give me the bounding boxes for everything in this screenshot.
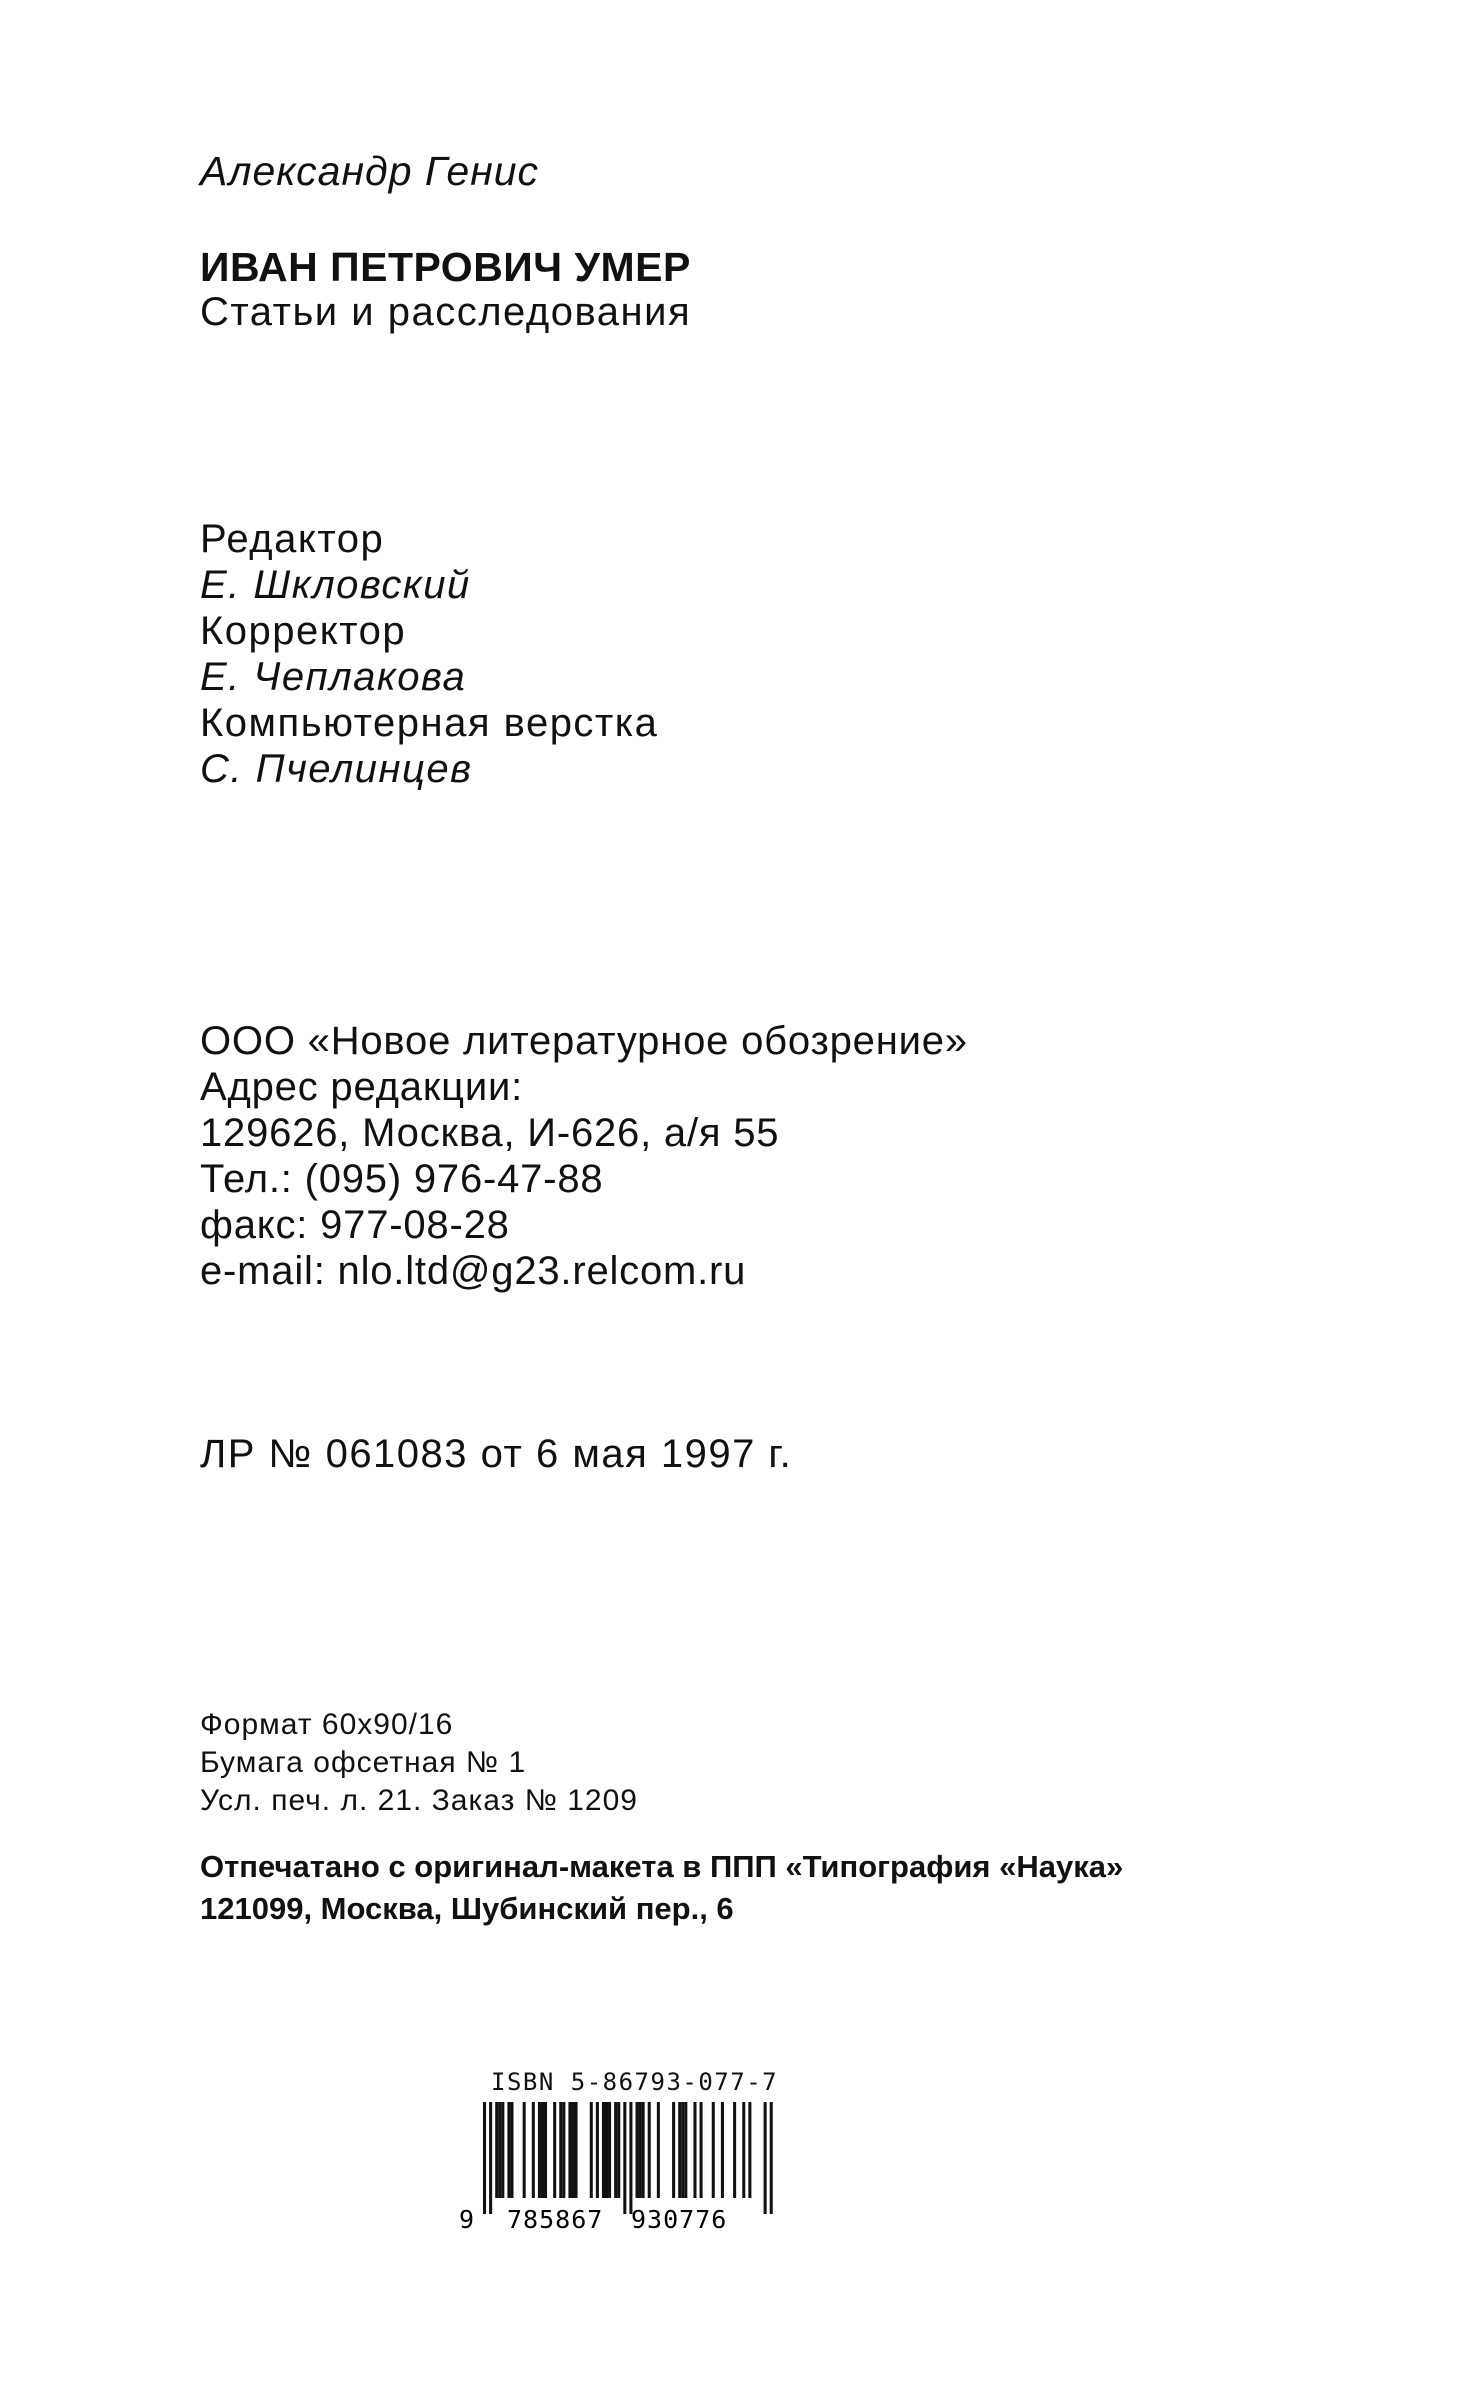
barcode-bar [568,2102,571,2198]
proofreader-name: Е. Чеплакова [200,655,467,699]
barcode-bar [559,2102,562,2198]
barcode-bar [721,2102,724,2198]
barcode-first-digit: 9 [459,2205,475,2232]
barcode-bar [684,2102,687,2198]
printer-line-2: 121099, Москва, Шубинский пер., 6 [200,1891,734,1926]
barcode-bar [571,2102,574,2198]
barcode-digits-left: 785867 [507,2205,604,2232]
barcode-bar [605,2102,608,2198]
barcode-bar [596,2102,599,2198]
address-label: Адрес редакции: [200,1065,524,1109]
barcode-bar [642,2102,645,2198]
editor-role: Редактор [200,517,385,561]
isbn-barcode-block [455,2068,815,2238]
barcode-bar [614,2102,617,2198]
publisher-block [200,1018,968,1294]
barcode-bar [498,2102,501,2198]
barcode-bar [617,2102,620,2198]
paper-line: Бумага офсетная № 1 [200,1746,527,1779]
editor-name: Е. Шкловский [200,563,471,607]
barcode-digits-right: 930776 [631,2205,728,2232]
publisher-name: ООО «Новое литературное обозрение» [200,1019,968,1063]
barcode-bar [742,2102,745,2198]
barcode-bar [681,2102,684,2198]
address: 129626, Москва, И-626, а/я 55 [200,1111,780,1155]
barcode-bar [507,2102,510,2198]
isbn-label: ISBN 5-86793-077-7 [491,2068,779,2096]
barcode-icon [455,2102,815,2232]
barcode-bar [575,2102,578,2198]
barcode-bar [623,2102,626,2214]
layout-role: Компьютерная верстка [200,701,659,745]
barcode-bar [489,2102,492,2214]
book-subtitle: Статьи и расследования [200,290,692,334]
barcode-bar [495,2102,498,2198]
barcode-bar [657,2102,660,2198]
printer-block [200,1846,1123,1930]
barcode-bar [678,2102,681,2198]
credits-block [200,516,658,792]
barcode-bar [544,2102,547,2198]
barcode-bar [483,2102,486,2214]
barcode-bar [510,2102,513,2198]
barcode-bar [764,2102,767,2214]
proofreader-role: Корректор [200,609,407,653]
barcode-bar [672,2102,675,2198]
barcode-bar [562,2102,565,2198]
barcode-bar [532,2102,535,2198]
email: e-mail: nlo.ltd@g23.relcom.ru [200,1249,747,1293]
barcode-bar [712,2102,715,2198]
barcode-bar [602,2102,605,2198]
layout-name: С. Пчелинцев [200,747,473,791]
barcode-bar [541,2102,544,2198]
barcode-bar [608,2102,611,2198]
fax: факс: 977-08-28 [200,1203,510,1247]
barcode-bar [700,2102,703,2198]
barcode-bar [590,2102,593,2198]
license-line: ЛР № 061083 от 6 мая 1997 г. [200,1432,793,1476]
barcode-bar [748,2102,751,2198]
phone: Тел.: (095) 976-47-88 [200,1157,604,1201]
author-name: Александр Генис [200,148,540,194]
specs-block [200,1706,638,1820]
barcode-bar [648,2102,651,2198]
format-line: Формат 60x90/16 [200,1708,454,1741]
printer-line-1: Отпечатано с оригинал-макета в ППП «Типография «Наука» [200,1849,1124,1884]
barcode-bar [770,2102,773,2214]
barcode-bar [501,2102,504,2198]
barcode-bar [639,2102,642,2198]
barcode-bar [629,2102,632,2214]
book-title: ИВАН ПЕТРОВИЧ УМЕР [200,244,691,290]
barcode-bar [538,2102,541,2198]
sheets-line: Усл. печ. л. 21. Заказ № 1209 [200,1784,638,1817]
barcode-bar [553,2102,556,2198]
barcode-bar [733,2102,736,2198]
barcode-bar [523,2102,526,2198]
barcode-bar [693,2102,696,2198]
barcode-bar [636,2102,639,2198]
